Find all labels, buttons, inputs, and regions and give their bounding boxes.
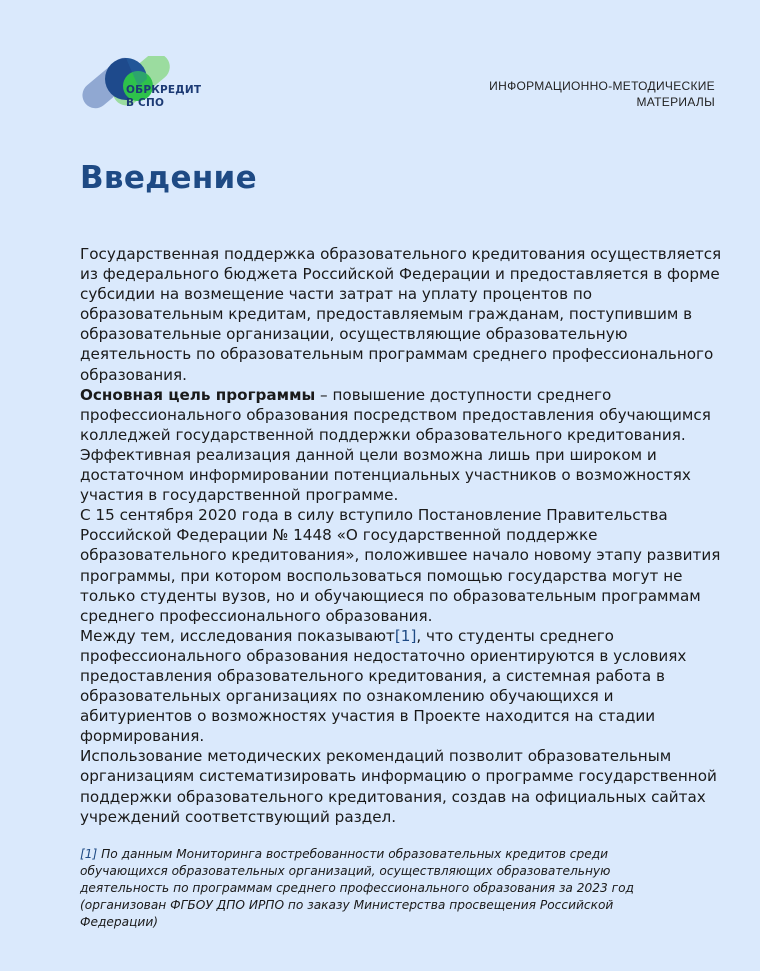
footnote bbox=[80, 846, 680, 931]
paragraph-5: Использование методических рекомендаций позволит образовательным организациям систематизировать информацию о программе государственной поддержки образовательного кредитования, создав на официальных сайтах учреждений соответствующий раздел. bbox=[80, 747, 717, 826]
footnote-ref-link[interactable]: [1] bbox=[394, 626, 417, 645]
paragraph-4-text-a: Между тем, исследования показывают bbox=[80, 626, 395, 645]
logo-line2: В СПО bbox=[126, 97, 165, 109]
paragraph-1: Государственная поддержка образовательного кредитования осуществляется из федерального бюджета Российской Федерации и предоставляется в форме субсидии на возмещение части затрат на уплату процентов по образовательным кредитам, предоставляемым гражданам, поступившим в образовательные организации, осуществляющие образовательную деятельность по образовательным программам среднего профессионального образования. bbox=[80, 245, 722, 384]
logo-line1: ОБРКРЕДИТ bbox=[126, 84, 202, 96]
header-caption bbox=[489, 78, 715, 110]
page-title: Введение bbox=[80, 160, 257, 196]
footnote-ref[interactable]: [1] bbox=[80, 847, 98, 861]
header-caption-line1: ИНФОРМАЦИОННО-МЕТОДИЧЕСКИЕ bbox=[489, 79, 715, 93]
paragraph-4-text-b: , что студенты среднего профессионального образования недостаточно ориентируются в условиях предоставления образовательного кредитования, а системная работа в образовательных организациях по ознакомлению обучающихся и абитуриентов о возможностях участия в Проекте находится на стадии формирования. bbox=[80, 626, 687, 746]
header-caption-line2: МАТЕРИАЛЫ bbox=[636, 95, 715, 109]
footnote-text: По данным Мониторинга востребованности образовательных кредитов среди обучающихся образовательных организаций, осуществляющих образовательную деятельность по программам среднего профессионального образования за 2023 год (организован ФГБОУ ДПО ИРПО по заказу Министерства просвещения Российской Федерации) bbox=[80, 847, 634, 929]
paragraph-3: С 15 сентября 2020 года в силу вступило Постановление Правительства Российской Федерации № 1448 «О государственной поддержке образовательного кредитования», положившее начало новому этапу развития программы, при котором воспользоваться помощью государства могут не только студенты вузов, но и обучающиеся по образовательным программам среднего профессионального образования. bbox=[80, 506, 721, 625]
paragraph-2-text: – повышение доступности среднего профессионального образования посредством предоставления обучающимся колледжей государственной поддержки образовательного кредитования. Эффективная реализация данной цели возможна лишь при широком и достаточном информировании потенциальных участников о возможностях участия в государственной программе. bbox=[80, 385, 711, 505]
logo-text bbox=[126, 84, 201, 110]
paragraph-2 bbox=[80, 385, 730, 506]
paragraph-2-bold: Основная цель программы bbox=[80, 385, 316, 404]
body-text bbox=[80, 244, 730, 827]
paragraph-4 bbox=[80, 626, 730, 747]
